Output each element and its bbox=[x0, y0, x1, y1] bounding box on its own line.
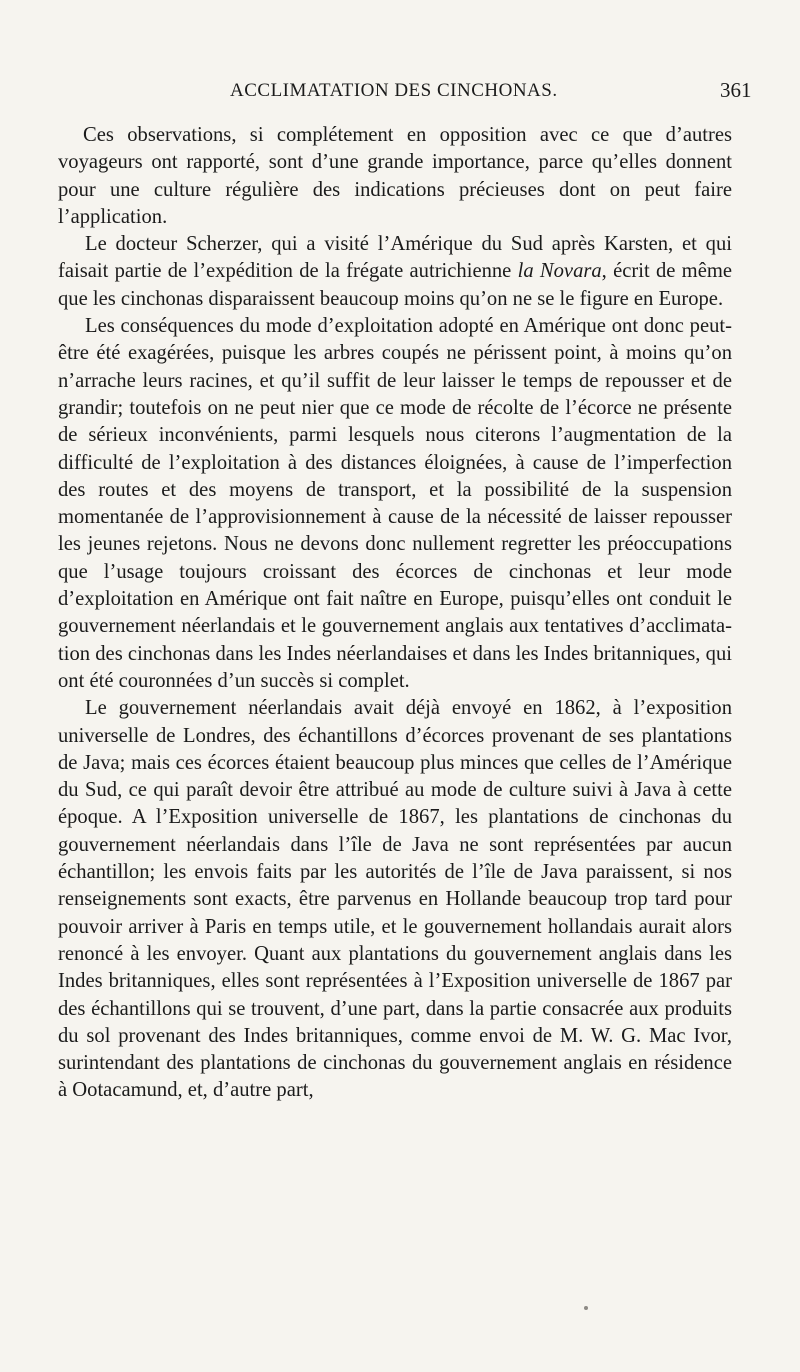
paragraph-2 bbox=[58, 231, 732, 313]
ink-speck bbox=[584, 1306, 588, 1310]
running-title: ACCLIMATATION DES CINCHONAS. bbox=[230, 80, 558, 101]
paragraph-1: Ces observations, si complétement en opposition avec ce que d’autres voyageurs ont rapporté, sont d’une grande importance, parce qu’elles donnent pour une culture régulière des indications précieuses dont on peut faire l’application. bbox=[58, 124, 732, 228]
paragraph-4: Le gouvernement néerlandais avait déjà envoyé en 1862, à l’exposition universelle de Londres, des échantillons d’écorces provenant de ses plantations de Java; mais ces écorces étaient beaucoup plus minces que celles de l’Amérique du Sud, ce qui paraît devoir être attribué au mode de culture suivi à Java à cette époque. A l’Exposition universelle de 1867, les plantations de cinchonas du gouvernement néerlandais dans l’île de Java ne sont représentées par aucun échantillon; les envois faits par les autorités de l’île de Java paraissent, si nos renseignements sont exacts, être parvenus en Hollande beaucoup trop tard pour pouvoir arriver à Paris en temps utile, et le gouvernement hollandais aurait alors renoncé à les envoyer. Quant aux plantations du gouvernement anglais dans les Indes britanniques, elles sont représentées à l’Exposition universelle de 1867 par des échantillons qui se trouvent, d’une part, dans la partie consacrée aux produits du sol provenant des Indes britanniques, comme envoi de M. W. G. Mac Ivor, surintendant des plantations de cinchonas du gouvernement anglais en résidence à Ootacamund, et, d’autre part, bbox=[58, 697, 732, 1102]
paragraph-2-text-a: Le docteur Scherzer, qui a visité l’Amérique du Sud après Karsten, et qui faisait partie de l’expédition de la frégate autrichienne bbox=[58, 233, 732, 283]
page-number: 361 bbox=[720, 78, 752, 102]
body-text bbox=[58, 122, 732, 1105]
paragraph-3: Les conséquences du mode d’exploitation adopté en Amérique ont donc peut-être été exagérées, puisque les arbres coupés ne périssent point, à moins qu’on n’arrache leurs racines, et qu’il suffit de leur laisser le temps de repousser et de grandir; toutefois on ne peut nier que ce mode de récolte de l’écorce ne présente de sérieux inconvénients, parmi lesquels nous citerons l’augmentation de la difficulté de l’exploitation à des distances éloignées, à cause de l’imperfection des routes et des moyens de transport, et la possibilité de la suspension momentanée de l’approvisionnement à cause de la nécessité de laisser repousser les jeunes rejetons. Nous ne devons donc nullement regretter les préoccupations que l’usage toujours croissant des écorces de cinchonas et leur mode d’exploitation en Amérique ont fait naître en Europe, puisqu’elles ont conduit le gouvernement néerlandais et le gouvernement anglais aux tentatives d’acclimatation des cinchonas dans les Indes néerlandaises et dans les Indes britanniques, qui ont été couronnées d’un succès si complet. bbox=[58, 315, 732, 692]
paragraph-2-text-b: , écrit de même que les cinchonas disparaissent beaucoup moins qu’on ne se le figure en Europe. bbox=[58, 260, 732, 310]
ship-name: la Novara bbox=[517, 260, 602, 283]
